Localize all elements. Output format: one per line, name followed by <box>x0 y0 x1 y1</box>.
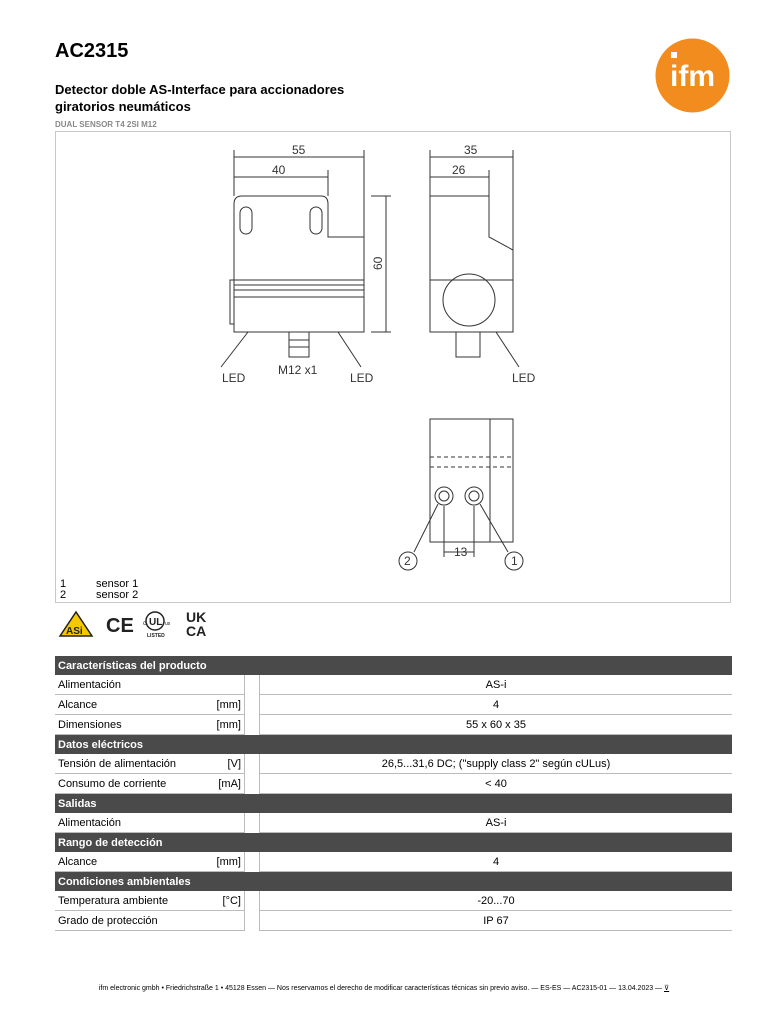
spec-value: AS-i <box>260 813 733 833</box>
spec-unit <box>213 675 245 695</box>
ul-listed-mark <box>143 612 171 639</box>
spec-unit: [mA] <box>213 774 245 794</box>
spec-value: -20...70 <box>260 891 733 911</box>
section-header: Características del producto <box>55 656 732 676</box>
table-row <box>55 675 732 695</box>
svg-text:us: us <box>165 621 171 627</box>
section-header: Datos eléctricos <box>55 735 732 755</box>
certification-logos <box>58 608 218 640</box>
dim-35: 35 <box>464 143 478 157</box>
table-row <box>55 891 732 911</box>
callout-2: 2 <box>404 554 411 568</box>
spec-unit: [mm] <box>213 715 245 735</box>
spec-value: IP 67 <box>260 911 733 931</box>
led-label: LED <box>222 371 246 385</box>
dim-55: 55 <box>292 143 306 157</box>
specifications-table <box>55 655 732 931</box>
led-label: LED <box>512 371 536 385</box>
led-label: LED <box>350 371 374 385</box>
spec-unit <box>213 911 245 931</box>
spec-label: Alcance <box>55 852 213 872</box>
dimension-drawing <box>55 131 731 603</box>
ul-listed-text: LISTED <box>147 633 165 639</box>
svg-text:ifm: ifm <box>670 60 715 93</box>
spec-label: Alimentación <box>55 675 213 695</box>
table-row <box>55 911 732 931</box>
spec-value: < 40 <box>260 774 733 794</box>
spec-value: 4 <box>260 695 733 715</box>
product-subtitle: Detector doble AS-Interface para accionadores giratorios neumáticos <box>55 82 345 114</box>
spec-unit: [mm] <box>213 695 245 715</box>
legend-item <box>60 589 138 601</box>
table-row <box>55 754 732 774</box>
spec-label: Tensión de alimentación <box>55 754 213 774</box>
spec-label: Temperatura ambiente <box>55 891 213 911</box>
dim-60: 60 <box>371 256 385 270</box>
technical-drawing <box>56 132 732 604</box>
table-row <box>55 695 732 715</box>
ukca-bottom: CA <box>186 623 207 639</box>
svg-text:c: c <box>143 621 146 627</box>
asi-logo <box>60 612 92 637</box>
legend-number: 2 <box>60 589 67 601</box>
thread-label: M12 x1 <box>278 363 318 377</box>
dim-26: 26 <box>452 163 466 177</box>
svg-text:ASi: ASi <box>66 626 83 637</box>
table-row <box>55 774 732 794</box>
spec-label: Consumo de corriente <box>55 774 213 794</box>
legend-text: sensor 1 <box>96 578 139 590</box>
spec-label: Grado de protección <box>55 911 213 931</box>
spec-value: 26,5...31,6 DC; ("supply class 2" según cULus) <box>260 754 733 774</box>
table-row <box>55 813 732 833</box>
svg-text:UL: UL <box>149 617 163 628</box>
section-header: Rango de detección <box>55 833 732 853</box>
product-title: AC2315 <box>55 40 129 62</box>
ukca-mark <box>186 609 206 639</box>
spec-label: Alcance <box>55 695 213 715</box>
spec-unit: [°C] <box>213 891 245 911</box>
page-footer <box>0 984 768 992</box>
dim-40: 40 <box>272 163 286 177</box>
ukca-top: UK <box>186 609 207 625</box>
spec-value: AS-i <box>260 675 733 695</box>
callout-1: 1 <box>511 554 518 568</box>
spec-label: Alimentación <box>55 813 213 833</box>
section-header: Salidas <box>55 794 732 814</box>
table-row <box>55 715 732 735</box>
legend-text: sensor 2 <box>96 589 139 601</box>
spec-unit: [V] <box>213 754 245 774</box>
ifm-logo <box>655 38 730 113</box>
footer-text: ifm electronic gmbh • Friedrichstraße 1 • 45128 Essen — Nos reservamos el derecho de modificar características técnicas sin previo aviso. — ES-ES — AC2315-01 — 13.04.2023 — <box>98 985 663 992</box>
product-code: DUAL SENSOR T4 2SI M12 <box>55 120 157 129</box>
legend-number: 1 <box>60 578 67 590</box>
spec-value: 55 x 60 x 35 <box>260 715 733 735</box>
section-header: Condiciones ambientales <box>55 872 732 892</box>
spec-unit <box>213 813 245 833</box>
dim-13: 13 <box>454 545 468 559</box>
spec-value: 4 <box>260 852 733 872</box>
svg-text:CE: CE <box>106 615 134 637</box>
spec-label: Dimensiones <box>55 715 213 735</box>
ce-mark <box>106 615 134 637</box>
spec-unit: [mm] <box>213 852 245 872</box>
table-row <box>55 852 732 872</box>
language-icon[interactable]: ⊽ <box>664 985 670 992</box>
